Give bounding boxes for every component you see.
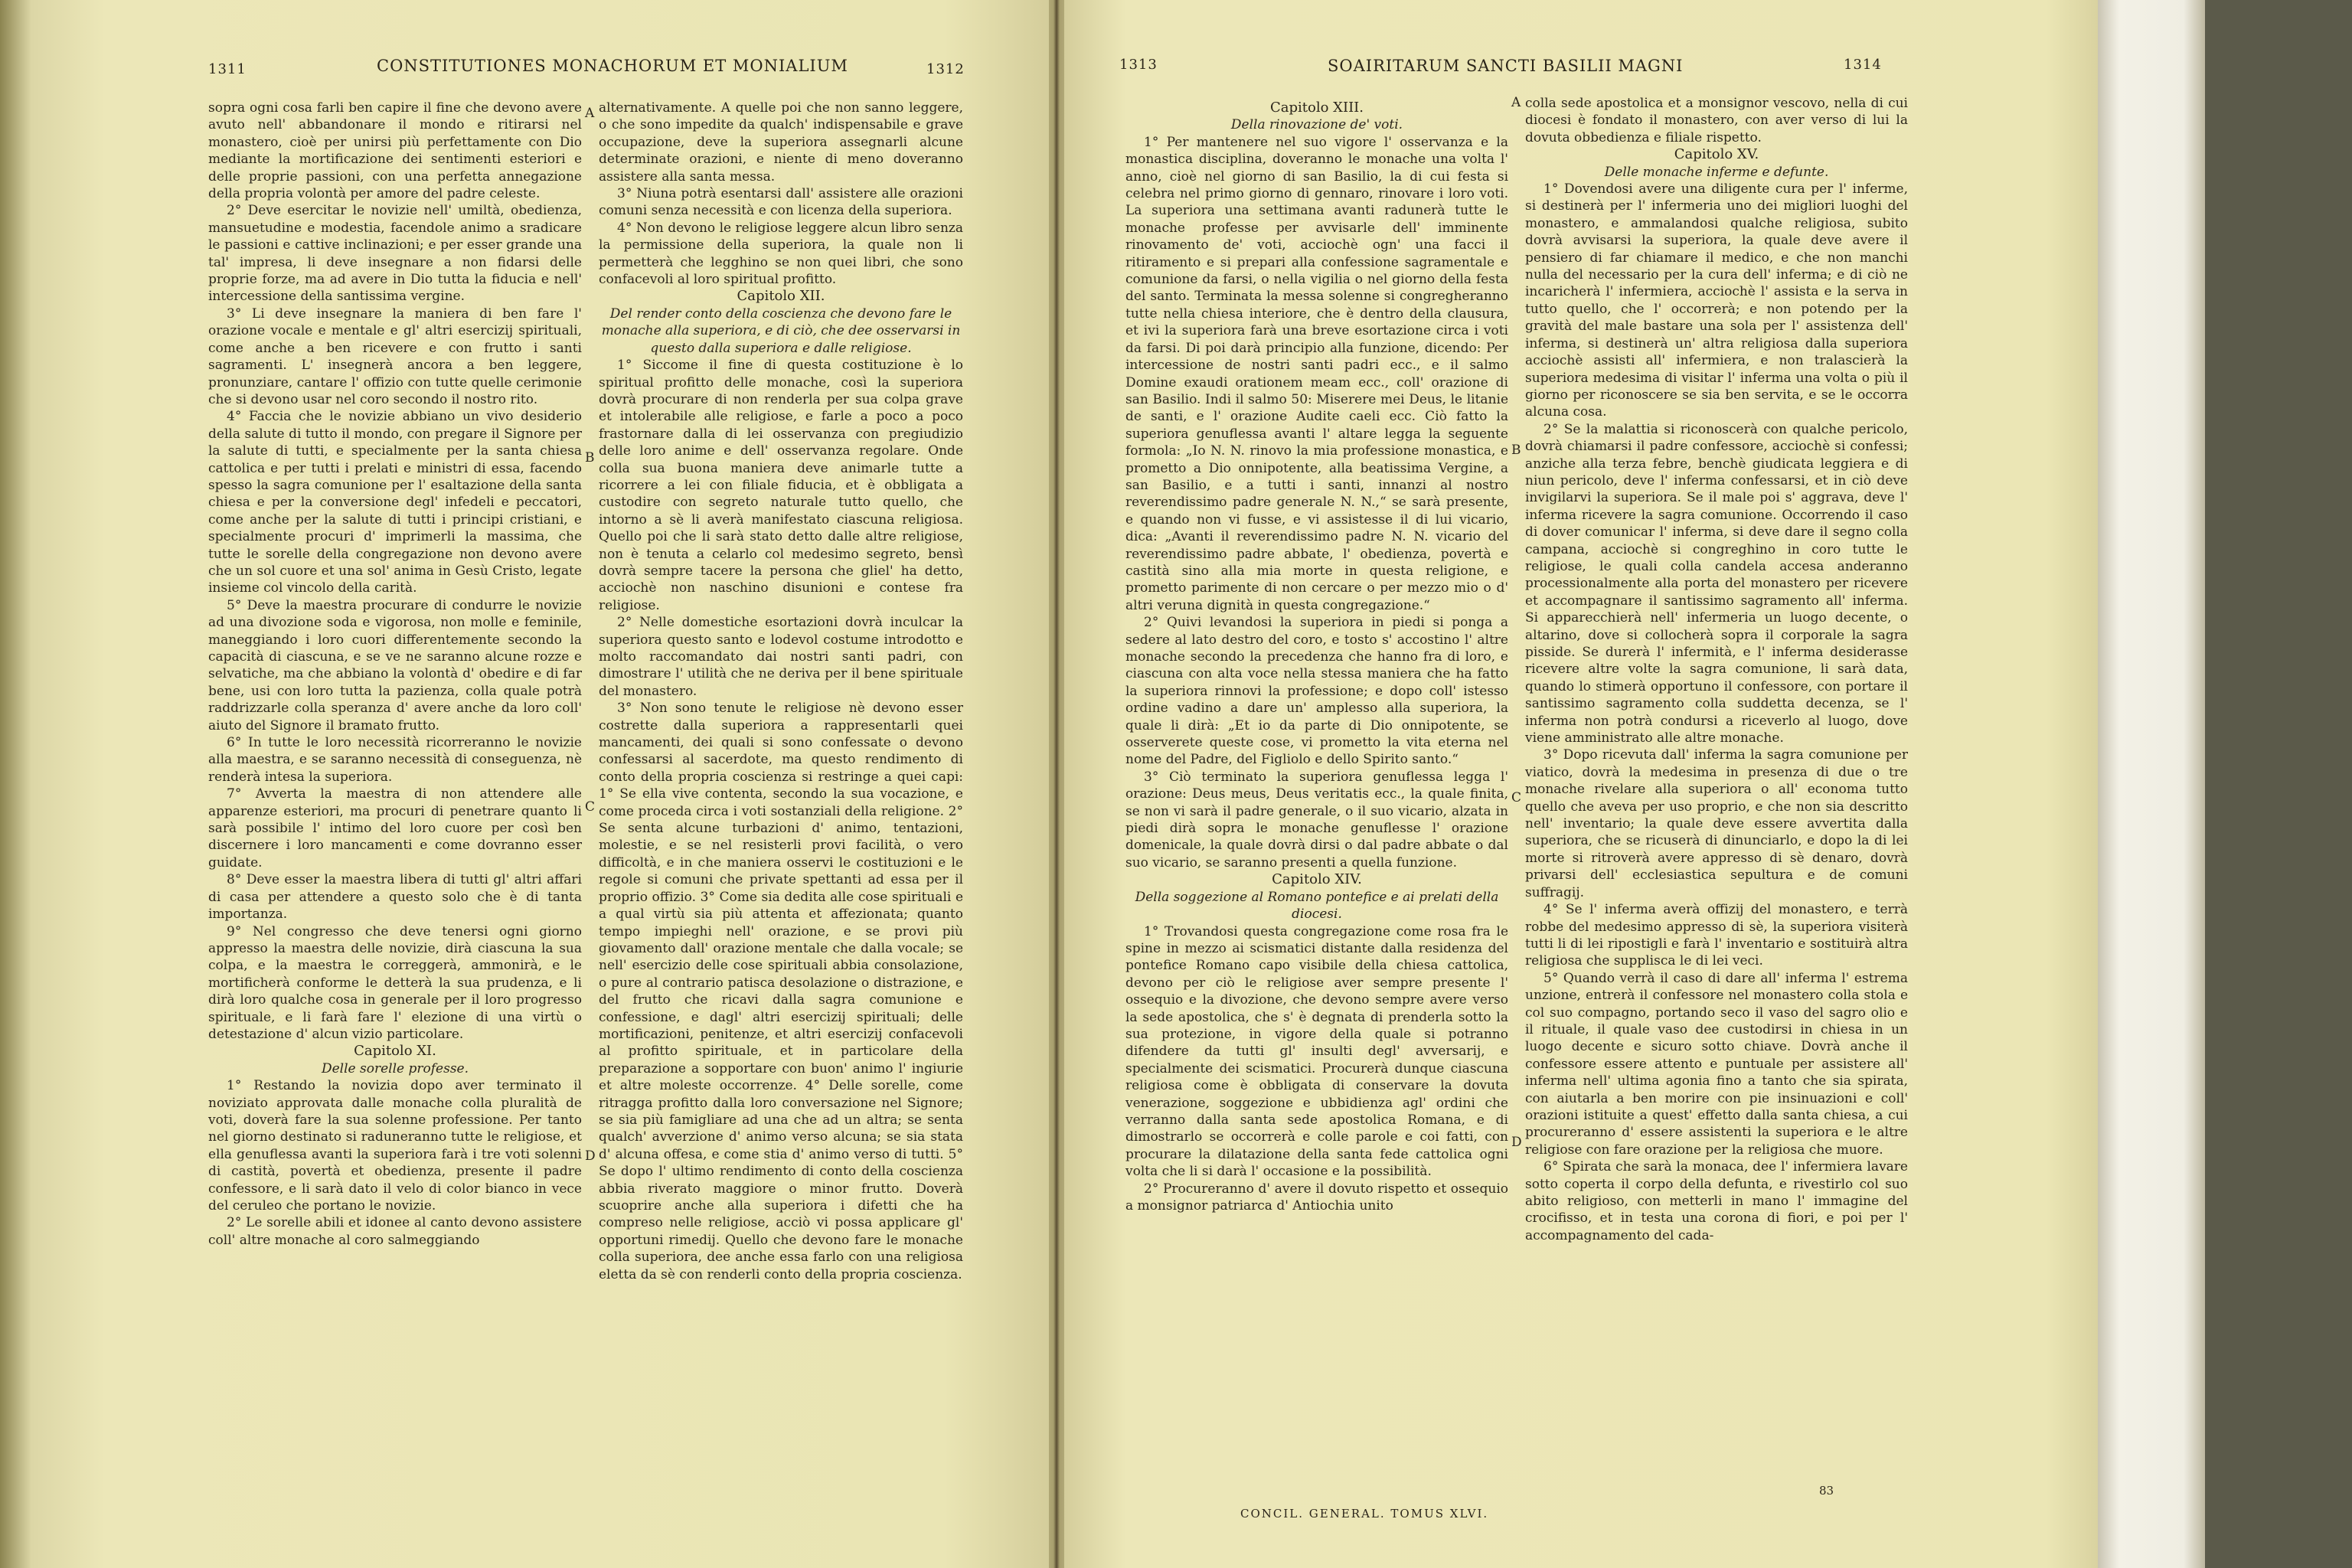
page-number-1311: 1311 <box>208 61 247 77</box>
left-page <box>0 0 1049 1568</box>
paragraph: 4° Non devono le religiose leggere alcun libro senza la permissione della superiora, la quale non li permetterà che legghino se non quei libri, che sono confacevoli al loro spiritual profitto. <box>599 220 963 288</box>
chapter-subtitle: Della rinovazione de' voti. <box>1230 117 1403 133</box>
paragraph: 4° Faccia che le novizie abbiano un vivo desiderio della salute di tutto il mondo, con pregare il Signore per la salute di tutti, e specialmente per la santa chiesa cattolica e per tutti i prelati e ministri di essa, facendo spesso la sagra comunione per l' esaltazione della santa chiesa e per la conversione degl' infedeli e peccatori, come anche per la salute di tutti i principi cristiani, e specialmente procuri d' imprimerli la massima, che tutte le sorelle della congregazione non devono avere che un sol cuore et una sol' anima in Gesù Cristo, legate insieme col vincolo della carità. <box>208 409 582 596</box>
left-page-column-b <box>599 100 963 1283</box>
paragraph: 1° Siccome il fine di questa costituzione è lo spiritual profitto delle monache, così la superiora dovrà procurare di non renderla per sua colpa grave et intolerabile alle religiose, e farle a poco a poco frastornare dalla di lei osservanza con pregiudizio delle loro anime e dell' osservanza regolare. Onde colla sua buona maniera deve animarle tutte a ricorrere a lei con filiale fiducia, et è obbligata a custodire con segreto naturale tutto quello, che intorno a sè li averà manifestato ciascuna religiosa. Quello poi che li sarà stato detto dalle altre religiose, non è tenuta a celarlo col medesimo segreto, bensì dovrà sempre tacere la persona che gliel' ha detto, acciochè non naschino disunioni e contese fra religiose. <box>599 358 963 613</box>
margin-letter-c: C <box>1511 790 1522 805</box>
right-page-column-b <box>1525 95 1908 1244</box>
paragraph: 6° In tutte le loro necessità ricorreranno le novizie alla maestra, e se saranno necessità di conseguenza, nè renderà intesa la superiora. <box>208 735 582 785</box>
paragraph: 9° Nel congresso che deve tenersi ogni giorno appresso la maestra delle novizie, dirà ciascuna la sua colpa, e la maestra le correggerà, ammonirà, e le mortificherà conforme le detterà la sua prudenza, e li dirà loro qualche cosa in generale per il loro progresso spirituale, e li farà fare l' elezione di una virtù o detestazione d' alcun vizio particolare. <box>208 923 582 1042</box>
book-page-edges <box>2098 0 2205 1568</box>
paragraph: 1° Dovendosi avere una diligente cura per l' inferme, si destinerà per l' infermeria uno dei migliori luoghi del monastero, e ammalandosi qualche religiosa, subito dovrà avvisarsi la superiora, la quale deve avere il pensiero di far chiamare il medico, e che non manchi nulla del necessario per la cura dell' inferma; e di ciò ne incaricherà l' infermiera, acciochè l' assista e la serva in tutto quello, che l' occorrerà; e non potendo per la gravità del male bastare una sola per l' assistenza dell' inferma, si destinerà un' altra religiosa dalla superiora acciochè assisti all' infermiera, e non tralascierà la superiora medesima di visitar l' inferma una volta o più il giorno per riconoscere se sia ben servita, e se le occorra alcuna cosa. <box>1525 181 1908 420</box>
chapter-subtitle: Della soggezione al Romano pontefice e ai prelati della diocesi. <box>1135 889 1499 923</box>
book-cover-edge <box>2205 0 2352 1568</box>
right-page <box>1064 0 2098 1568</box>
paragraph: 5° Quando verrà il caso di dare all' inferma l' estrema unzione, entrerà il confessore nel monastero colla stola e col suo compagno, portando seco il vaso del sagro olio e il rituale, il quale vaso dee custodirsi in chiesa in un luogo decente e sicuro sotto chiave. Dovrà anche il confessore essere attento e puntuale per assistere all' inferma nell' ultima agonia fino a tanto che sia spirata, con aiutarla a ben morire con pie insinuazioni e coll' orazioni istituite a quest' effetto dalla santa chiesa, a cui procureranno d' essere assistenti la superiora e le altre religiose con fare orazione per la religiosa che muore. <box>1525 970 1908 1158</box>
paragraph: 1° Per mantenere nel suo vigore l' osservanza e la monastica disciplina, doveranno le monache una volta l' anno, cioè nel giorno di san Basilio, la di cui festa si celebra nel primo giorno di gennaro, rinovare i loro voti. La superiora una settimana avanti radunerà tutte le monache professe per avvisarle dell' imminente rinovamento de' voti, acciochè ogn' una facci il ritiramento e si prepari alla confessione sagramentale e comunione da farsi, o nella vigilia o nel giorno della festa del santo. Terminata la messa solenne si congregheranno tutte nella chiesa interiore, che è dentro della clausura, et ivi la superiora farà una breve esortazione circa i voti da farsi. Di poi darà principio alla funzione, dicendo: Per intercessione de nostri santi padri ecc., e il salmo Domine exaudi orationem meam ecc., coll' orazione di san Basilio. Indi il salmo 50: Miserere mei Deus, le litanie de santi, e l' orazione Audite caeli ecc. Ciò fatto la superiora genuflessa avanti l' altare legga la seguente formola: „Io N. N. rinovo la mia professione monastica, e prometto a Dio onnipotente, alla beatissima Vergine, a san Basilio, e a tutti i santi, innanzi al nostro reverendissimo padre generale N. N.,“ se sarà presente, e quando non vi fusse, e vi assistesse il di lui vicario, dica: „Avanti il reverendissimo padre N. N. vicario del reverendissimo padre abbate, l' obedienza, povertà e castità sino alla mia morte in questa religione, e prometto parimente di non cercare o per mezzo mio o d' altri veruna dignità in questa congregazione.“ <box>1125 134 1508 613</box>
page-number-1312: 1312 <box>926 61 965 77</box>
paragraph: 8° Deve esser la maestra libera di tutti gl' altri affari di casa per attendere a questo solo che è di tanta importanza. <box>208 872 582 923</box>
quire-number: 83 <box>1819 1484 1834 1498</box>
paragraph: 6° Spirata che sarà la monaca, dee l' infermiera lavare sotto coperta il corpo della defunta, e rivestirlo col suo abito religioso, con metterli in mano l' immagine del crocifisso, et in testa una corona di fiori, e poi per l' accompagnamento del cada- <box>1525 1159 1908 1243</box>
margin-letter-d: D <box>585 1148 596 1164</box>
margin-letter-c: C <box>585 799 596 815</box>
paragraph: 2° Procureranno d' avere il dovuto rispetto et ossequio a monsignor patriarca d' Antiochia unito <box>1125 1181 1508 1214</box>
chapter-heading: Capitolo XIV. <box>1272 871 1362 888</box>
paragraph: 3° Niuna potrà esentarsi dall' assistere alle orazioni comuni senza necessità e con licenza della superiora. <box>599 186 963 219</box>
paragraph: 3° Dopo ricevuta dall' inferma la sagra comunione per viatico, dovrà la medesima in presenza di due o tre monache rivelare alla superiora o all' economa tutto quello che aveva per uso proprio, e che non sia descritto nell' inventario; la quale deve essere avvertita dalla superiora, che se ricuserà di dinunciarlo, e dopo la di lei morte si ritroverà avere appresso di sè denaro, dovrà privarsi dell' ecclesiastica sepultura e de comuni suffragij. <box>1525 747 1908 900</box>
paragraph: 2° Quivi levandosi la superiora in piedi si ponga a sedere al lato destro del coro, e tosto s' accostino l' altre monache secondo la precedenza che hanno fra di loro, e ciascuna con alta voce nella stessa maniera che ha fatto la superiora rinnovi la professione; e dopo coll' istesso ordine vadino a dare un' amplesso alla superiora, la quale li dirà: „Et io da parte di Dio onnipotente, se osserverete queste cose, vi prometto la vita eterna nel nome del Padre, del Figliolo e dello Spirito santo.“ <box>1125 615 1508 768</box>
chapter-subtitle: Delle monache inferme e defunte. <box>1604 164 1829 180</box>
paragraph: 2° Le sorelle abili et idonee al canto devono assistere coll' altre monache al coro salmeggiando <box>208 1215 582 1248</box>
chapter-subtitle: Delle sorelle professe. <box>321 1060 469 1076</box>
paragraph: colla sede apostolica et a monsignor vescovo, nella di cui diocesi è fondato il monastero, con aver verso di lui la dovuta obbedienza e filiale rispetto. <box>1525 96 1908 145</box>
right-page-column-a <box>1125 100 1508 1214</box>
margin-letter-b: B <box>585 450 595 466</box>
paragraph: 1° Trovandosi questa congregazione come rosa fra le spine in mezzo ai scismatici distante dalla residenza del pontefice Romano capo visibile della chiesa cattolica, devono per ciò le religiose aver sempre presente l' ossequio e la divozione, che devono sempre avere verso la sede apostolica, che s' è degnata di prenderla sotto la sua protezione, in vigore della quale si potranno difendere da tutti gl' insulti degl' avversarij, e specialmente dei scismatici. Procurerà dunque ciascuna religiosa come è obbligata di conservare la dovuta venerazione, soggezione e ubbidienza agl' ordini che verranno dalla santa sede apostolica Romana, e di dimostrarlo se occorrerà e colle parole e coi fatti, con procurare la dilatazione della santa fede cattolica ogni volta che li si darà l' occasione e la possibilità. <box>1125 923 1508 1180</box>
margin-letter-d: D <box>1511 1135 1522 1150</box>
paragraph: 3° Li deve insegnare la maniera di ben fare l' orazione vocale e mentale e gl' altri esercizij spirituali, come anche a ben ricevere e con frutto i santi sagramenti. L' insegnerà ancora a ben leggere, pronunziare, cantare l' offizio con tutte quelle cerimonie che si devono usar nel coro secondo il nostro rito. <box>208 305 582 407</box>
running-title-left: CONSTITUTIONES MONACHORUM ET MONIALIUM <box>377 57 848 75</box>
page-number-1313: 1313 <box>1119 57 1158 73</box>
paragraph: 4° Se l' inferma averà offizij del monastero, e terrà robbe del medesimo appresso di sè, la superiora visiterà tutti li di lei ripostigli e farà l' inventario e sostituirà altra religiosa che supplisca le di lei veci. <box>1525 902 1908 969</box>
paragraph: 7° Avverta la maestra di non attendere alle apparenze esteriori, ma procuri di penetrare quanto li sarà possibile l' intimo del loro cuore per così ben discernere i loro mancamenti e come dovranno esser guidate. <box>208 786 582 871</box>
paragraph: 3° Ciò terminato la superiora genuflessa legga l' orazione: Deus meus, Deus veritatis ecc., la quale finita, se non vi sarà il padre generale, o il suo vicario, alzata in piedi dirà sopra le monache genuflesse l' orazione domenicale, la quale dovrà dirsi o dal padre abbate o dal suo vicario, se saranno presenti a quella funzione. <box>1125 769 1508 871</box>
page-number-1314: 1314 <box>1844 57 1882 73</box>
margin-letter-a: A <box>1511 95 1521 110</box>
paragraph: sopra ogni cosa farli ben capire il fine che devono avere avuto nell' abbandonare il mondo e ritirarsi nel monastero, cioè per unirsi più perfettamente con Dio mediante la mortificazione dei sentimenti esteriori e delle proprie passioni, con una perfetta annegazione della propria volontà per amore del padre celeste. <box>208 100 582 202</box>
paragraph: 2° Nelle domestiche esortazioni dovrà inculcar la superiora questo santo e lodevol costume introdotto e molto raccomandato dai nostri santi padri, con dimostrare l' utilità che ne deriva per il bene spirituale del monastero. <box>599 615 963 699</box>
paragraph: 3° Non sono tenute le religiose nè devono esser costrette dalla superiora a rappresentarli quei mancamenti, dei quali si sono confessate o devono confessarsi al sacerdote, ma questo rendimento di conto della propria coscienza si restringe a quei capi: 1° Se ella vive contenta, secondo la sua vocazione, e come proceda circa i voti sostanziali della religione. 2° Se senta alcune turbazioni d' animo, tentazioni, molestie, e se nel resisterli provi facilità, o vero difficoltà, e in che maniera osservi le costituzioni e le regole si comuni che private spettanti ad essa per il proprio offizio. 3° Come sia dedita alle cose spirituali e a qual virtù sia più attenta et affezionata; quanto tempo impieghi nell' orazione, e se provi più giovamento dall' orazione mentale che dalla vocale; se nell' esercizio delle cose spirituali abbia consolazione, o pure al contrario patisca desolazione o distrazione, e del frutto che ricavi dalla sagra comunione e confessione, e dagl' altri esercizij spirituali; delle mortificazioni, penitenze, et altri esercizij confacevoli al profitto spirituale, et in particolare della preparazione a sopportare con buon' animo l' ingiurie et altre moleste occorrenze. 4° Delle sorelle, come ritragga profitto dalla loro conversazione nel Signore; se sia più famigliare ad una che ad un altra; se senta qualch' avverzione d' animo verso alcuna; se sia stata d' alcuna offesa, e come stia d' animo verso di tutti. 5° Se dopo l' ultimo rendimento di conto della coscienza abbia riverato maggiore o minor frutto. Doverà scuoprire anche alla superiora i difetti che ha compreso nelle religiose, acciò vi possa applicare gl' opportuni rimedij. Quello che devono fare le monache colla superiora, dee anche essa farlo con una religiosa eletta da sè con renderli conto della propria coscienza. <box>599 701 963 1282</box>
left-page-column-a <box>208 100 582 1249</box>
margin-letter-a: A <box>585 106 595 121</box>
chapter-heading: Capitolo XI. <box>354 1043 436 1060</box>
paragraph: 2° Deve esercitar le novizie nell' umiltà, obedienza, mansuetudine e modestia, facendole animo a sradicare le passioni e cattive inclinazioni; e per esser grande una tal' impresa, li deve insegnare a non fidarsi delle proprie forze, ma ad avere in Dio tutta la fiducia e nell' intercessione della santissima vergine. <box>208 203 582 305</box>
chapter-heading: Capitolo XIII. <box>1269 100 1364 116</box>
running-title-right: SOAIRITARUM SANCTI BASILII MAGNI <box>1328 57 1684 75</box>
paragraph: 5° Deve la maestra procurare di condurre le novizie ad una divozione soda e vigorosa, non molle e feminile, maneggiando i loro cuori differentemente secondo la capacità di ciascuna, e se ve ne saranno alcune rozze e selvatiche, ma che abbiano la volontà d' obedire e di far bene, usi con loro tutta la pazienza, colla quale potrà raddrizzarle colla speranza d' avere anche da loro coll' aiuto del Signore il bramato frutto. <box>208 597 582 733</box>
margin-letter-b: B <box>1511 443 1521 458</box>
paragraph: 1° Restando la novizia dopo aver terminato il noviziato approvata dalle monache colla pluralità de voti, doverà fare la sua solenne professione. Per tanto nel giorno destinato si raduneranno tutte le religiose, et ella genuflessa avanti la superiora farà i tre voti solenni di castità, povertà et obedienza, presente il padre confessore, e li sarà dato il velo di color bianco in vece del ceruleo che portano le novizie. <box>208 1078 582 1214</box>
signature-line: CONCIL. GENERAL. TOMUS XLVI. <box>1240 1507 1489 1521</box>
chapter-heading: Capitolo XII. <box>737 288 825 305</box>
paragraph: 2° Se la malattia si riconoscerà con qualche pericolo, dovrà chiamarsi il padre confessore, acciochè si confessi; anziche alla terza febre, benchè giudicata leggiera e di niun pericolo, deve l' inferma confessarsi, et in ciò deve invigilarvi la superiora. Se il male poi s' aggrava, deve l' inferma ricevere la sagra comunione. Occorrendo il caso di dover comunicar l' inferma, si deve dare il segno colla campana, acciochè si congreghino in coro tutte le religiose, le quali colla candela accesa anderanno processionalmente alla porta del monastero per ricevere et accompagnare il santissimo sagramento all' inferma. Si apparecchierà nell' infermeria un luogo decente, o altarino, dove si collocherà sopra il corporale la sagra pisside. Se durerà l' infermità, e l' inferma desiderasse ricevere altre volte la sagra comunione, li sarà data, quando lo stimerà opportuno il confessore, con portare il santissimo sagramento colla suddetta decenza, se l' inferma non potrà condursi a riceverlo al luogo, dove viene amministrato alle altre monache. <box>1525 421 1908 746</box>
chapter-subtitle: Del render conto della coscienza che devono fare le monache alla superiora, e di ciò, che dee osservarsi in questo dalla superiora e dalle religiose. <box>601 305 961 356</box>
paragraph: alternativamente. A quelle poi che non sanno leggere, o che sono impedite da qualch' indispensabile e grave occupazione, deve la superiora assegnarli alcune determinate orazioni, e niente di meno doveranno assistere alla santa messa. <box>599 100 963 185</box>
chapter-heading: Capitolo XV. <box>1674 146 1759 163</box>
